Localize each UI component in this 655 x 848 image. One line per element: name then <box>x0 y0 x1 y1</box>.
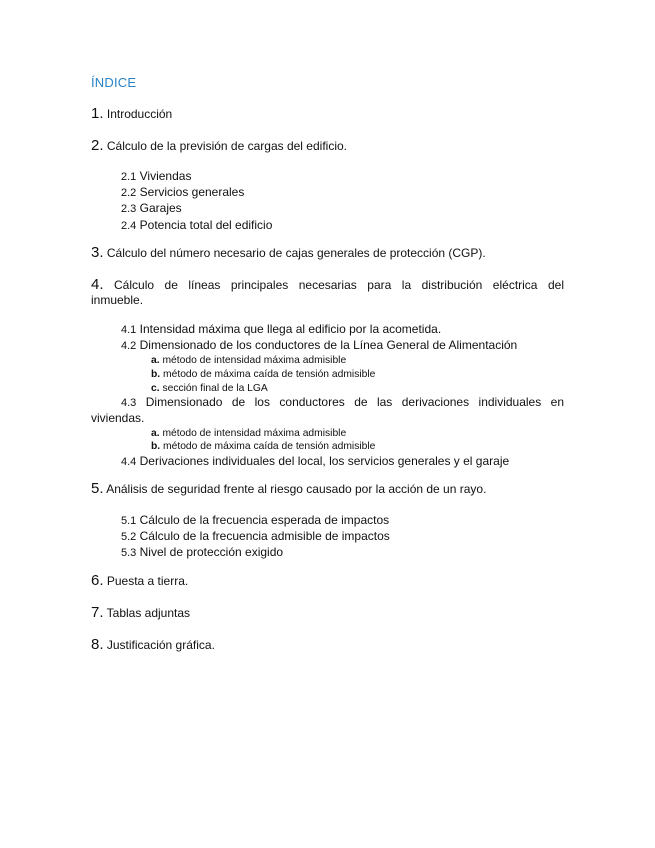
sub-list-item: a. método de intensidad máxima admisible <box>151 355 347 367</box>
section-number: 2. <box>91 137 104 154</box>
section-8 <box>91 637 564 653</box>
section-2 <box>91 138 564 154</box>
section-5 <box>91 481 564 497</box>
section-4-items <box>91 322 564 470</box>
section-text: Puesta a tierra. <box>106 574 189 588</box>
sub-list-item: b. método de máxima caída de tensión admisible <box>151 369 376 380</box>
section-text: Cálculo del número necesario de cajas generales de protección (CGP). <box>106 246 486 260</box>
section-text: Cálculo de la previsión de cargas del edificio. <box>106 139 347 153</box>
section-7 <box>91 605 564 621</box>
list-item: 2.2 Servicios generales <box>121 185 245 200</box>
sub-list-item: b. método de máxima caída de tensión admisible <box>151 441 376 453</box>
section-number: 6. <box>91 572 104 589</box>
section-6 <box>91 573 564 589</box>
section-number: 8. <box>91 636 104 653</box>
section-number: 5. <box>91 480 104 497</box>
list-item: 4.4 Derivaciones individuales del local, los servicios generales y el garaje <box>121 453 510 468</box>
section-number: 3. <box>91 244 104 261</box>
section-number: 1. <box>91 105 104 122</box>
list-item: 2.4 Potencia total del edificio <box>121 217 273 232</box>
section-5-items <box>121 513 564 562</box>
list-item: 4.1 Intensidad máxima que llega al edificio por la acometida. <box>121 322 442 336</box>
list-item: 5.1 Cálculo de la frecuencia esperada de impactos <box>121 513 390 527</box>
section-number: 4. <box>91 276 104 293</box>
section-text: Tablas adjuntas <box>106 606 191 620</box>
section-2-items <box>121 169 564 234</box>
section-3 <box>91 245 564 261</box>
section-text: Introducción <box>106 107 173 121</box>
index-title: ÍNDICE <box>91 75 137 90</box>
list-item: 2.1 Viviendas <box>121 169 192 183</box>
section-text: Cálculo de líneas principales necesarias para la distribución eléctrica del <box>114 278 564 292</box>
list-item: 5.2 Cálculo de la frecuencia admisible de impactos <box>121 529 390 544</box>
section-1 <box>91 106 564 122</box>
section-text: Análisis de seguridad frente al riesgo causado por la acción de un rayo. <box>106 482 487 496</box>
list-item: 5.3 Nivel de protección exigido <box>121 545 284 560</box>
list-item: 4.3 Dimensionado de los conductores de las derivaciones individuales en viviendas. <box>91 395 564 426</box>
section-number: 7. <box>91 604 104 621</box>
section-text-continued: inmueble. <box>91 293 144 307</box>
list-item: 2.3 Garajes <box>121 201 182 216</box>
section-text: Justificación gráfica. <box>106 638 215 652</box>
section-4 <box>91 277 564 308</box>
sub-list-item: c. sección final de la LGA <box>151 382 268 394</box>
list-item: 4.2 Dimensionado de los conductores de la Línea General de Alimentación <box>121 338 518 353</box>
sub-list-item: a. método de intensidad máxima admisible <box>151 427 347 439</box>
